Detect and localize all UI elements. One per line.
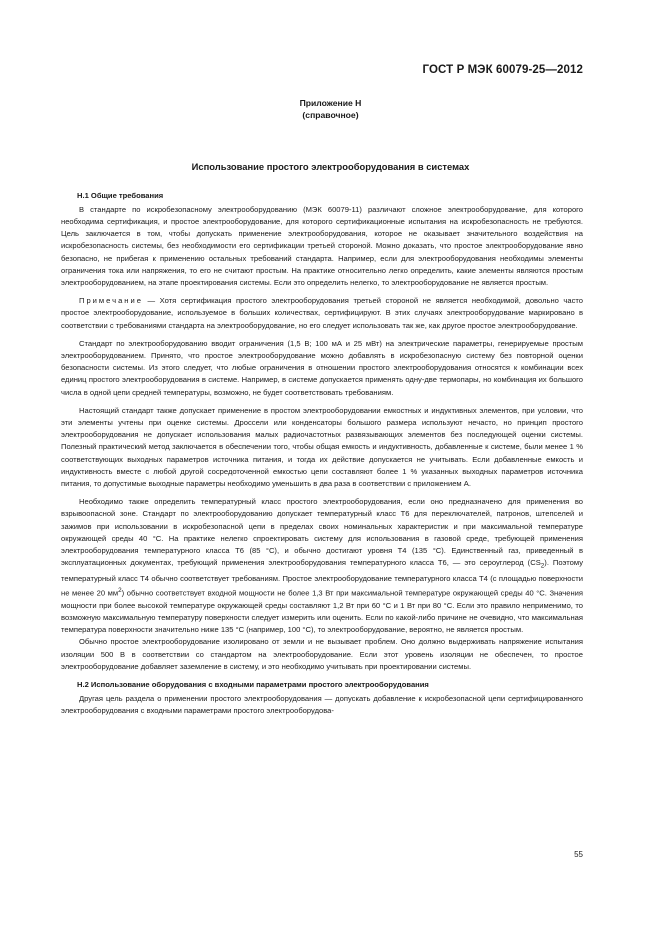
paragraph-intro: В стандарте по искробезопасному электрооборудованию (МЭК 60079-11) различают сложное электрооборудование, для которого необходима сертификация, и простое электрооборудование, для которого сертификационные испытания на искробезопасность не требуются. Цель заключается в том, чтобы допускать применение электрооборудования, которое не оказывает значительного воздействия на искробезопасность системы, без необходимости его сертификации третьей стороной. Можно доказать, что простое электрооборудование явно безопасно, не прибегая к применению остальных требований стандарта. Например, если для электрооборудования необходимы элементы ограничения тока или напряжения, то его не считают простым. На практике относительно легко определить, какие элементы являются простым электрооборудованием, на этапе проектирования системы. Если это определить нелегко, то электрооборудование не является простым. (61, 204, 583, 287)
note-paragraph (61, 295, 583, 332)
paragraph-temperature (61, 496, 583, 636)
annex-heading (0, 97, 661, 121)
document-body (61, 190, 583, 717)
annex-type: (справочное) (302, 110, 359, 120)
page-number: 55 (574, 850, 583, 859)
paragraph-limits: Стандарт по электрооборудованию вводит ограничения (1,5 В; 100 мА и 25 мВт) на электрические параметры, генерируемые простым электрооборудованием. Принято, что простое электрооборудование можно добавлять в искробезопасную систему без повторной оценки безопасности системы. Из этого следует, что любые ограничения в отношении простого электрооборудования относятся к комбинации всех единиц простого электрооборудования в системе. Например, в системе допускается применять одну-две термопары, но комбинация их большого числа в одной цепи средней температуры, возможно, не будет соответствовать требованиям. (61, 338, 583, 397)
temperature-text-1: Необходимо также определить температурный класс простого электрооборудования, если оно предназначено для применения во взрывоопасной зоне. Стандарт по электрооборудованию допускает температурный класс Т6 для переключателей, патронов, штепселей и зажимов при использовании в искробезопасной цепи в пределах своих номинальных характеристик и при максимальной температуре окружающей среды 40 °С. На практике нелегко спроектировать систему для использования в газовой среде, требующей применения электрооборудования температурного класса Т6 (85 °С), и обычно достигают уровня Т4 (135 °С). Единственный газ, приведенный в эксплуатационных документах, требующий применения электрооборудования температурного класса Т6, — это сероуглерод (CS (61, 497, 583, 568)
annex-label: Приложение Н (299, 98, 362, 108)
paragraph-input-params: Другая цель раздела о применении простого электрооборудования — допускать добавление к искробезопасной цепи сертифицированного электрооборудования с входными параметрами простого электрооборудова- (61, 693, 583, 715)
standard-header: ГОСТ Р МЭК 60079-25—2012 (422, 64, 583, 76)
cs2-subscript: 2 (540, 562, 545, 570)
mm2-superscript: 2 (118, 587, 122, 595)
section-heading-h1: Н.1 Общие требования (77, 191, 164, 200)
note-text: — Хотя сертификация простого электрооборудования третьей стороной не является необходимой, довольно часто простое электрооборудование, используемое в больших количествах, сертифицируют. В этих случаях электрооборудование маркировано в соответствии с требованиями стандарта на электрооборудование, но его следует использовать так же, как другое простое электрооборудование. (61, 296, 583, 330)
annex-title: Использование простого электрооборудования в системах (191, 161, 470, 172)
temperature-text-3: ) обычно соответствует входной мощности не более 1,3 Вт при максимальной температуре окружающей среды 40 °С. Значения мощности при более высокой температуре окружающей среды составляют 1,2 Вт при 60 °С и 1 Вт при 80 °С. Если это правило неприменимо, то возможную максимальную температуру поверхности следует измерить или оценить. Если по какой-либо причине не очевидно, что максимальная температура поверхности значительно ниже 135 °С (например, 100 °С), то электрооборудование, вероятно, не является простым. (61, 588, 584, 635)
note-label: Примечание (79, 296, 143, 306)
section-heading-h2: Н.2 Использование оборудования с входными параметрами простого электрооборудования (77, 680, 429, 690)
paragraph-capacitance: Настоящий стандарт также допускает применение в простом электрооборудовании емкостных и индуктивных элементов, при условии, что эти элементы учтены при оценке системы. Дроссели или конденсаторы большого размера используют нечасто, но принцип простого электрооборудования не допускает использования малых радиочастотных развязывающих элементов без последующей оценки системы. Полезный практический метод заключается в обеспечении того, чтобы общая емкость и индуктивность, добавленные к системе, были менее 1 % соответствующих выходных параметров источника питания, и тогда их действие допускается не учитывать. Если добавленные емкость и индуктивность вместе с любой другой сосредоточенной емкостью цепи составляют более 1 % указанных выходных параметров источника питания, то допустимые выходные параметры необходимо уменьшить в два раза в соответствии с приложением А. (61, 405, 583, 488)
paragraph-insulation: Обычно простое электрооборудование изолировано от земли и не вызывает проблем. Оно должно выдерживать напряжение испытания изоляции 500 В в соответствии со стандартом на электрооборудование. Если этот уровень изоляции не обеспечен, то простое электрооборудование добавляет заземление в систему, и это необходимо учитывать при проектировании системы. (61, 637, 583, 671)
temperature-text-2: ). Поэтому температурный класс Т4 обычно соответствует требованиям. Простое электрооборудование температурного класса Т4 (с площадью поверхности не менее 20 мм (61, 558, 583, 598)
